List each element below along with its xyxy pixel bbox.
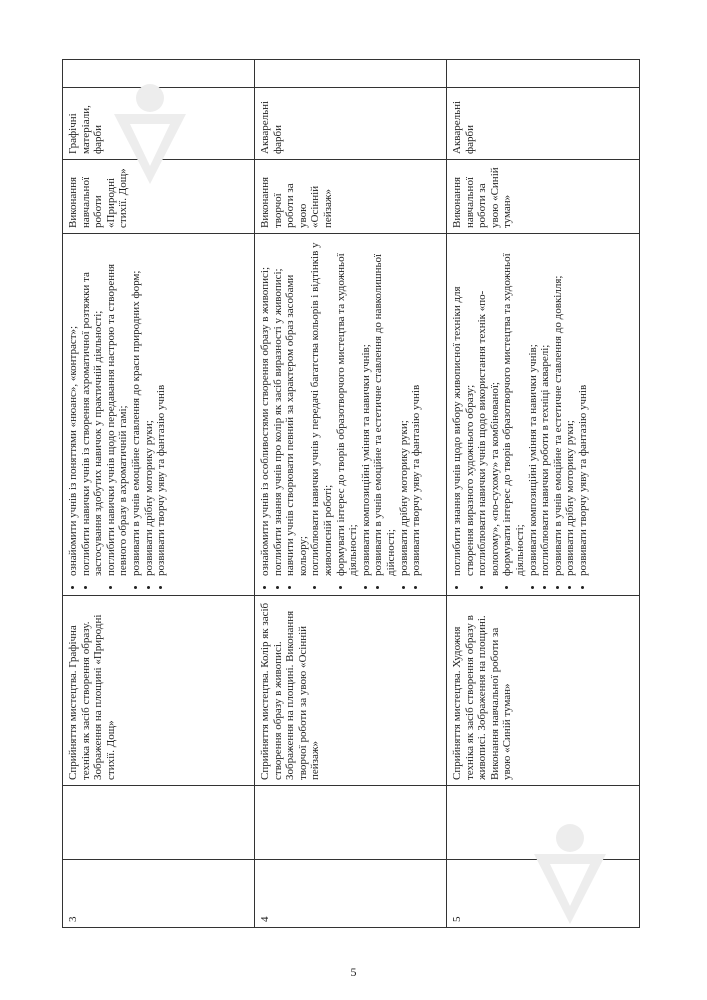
materials: Акварельні фарби xyxy=(255,88,447,160)
practical-work: Виконання навчальної роботи «Природні стихії. Дощ» xyxy=(63,160,255,234)
goal-item: • поглиблювати навички учнів щодо використання технік «по-вологому», «по-сухому» та комбінованої; xyxy=(476,239,501,576)
goals-list xyxy=(451,239,590,590)
lesson-goals xyxy=(255,234,447,596)
empty-cell xyxy=(447,60,640,88)
practical-work: Виконання навчальної роботи за увою «Синій туман» xyxy=(447,160,640,234)
materials: Графічні матеріали, фарби xyxy=(63,88,255,160)
goal-item: • формувати інтерес до творів образотворчого мистецтва та художньої діяльності; xyxy=(335,239,360,576)
rotated-lesson-table xyxy=(62,60,639,928)
lesson-row xyxy=(255,60,447,928)
lesson-topic: Сприйняття мистецтва. Колір як засіб створення образу в живописі. Зображення на площині. Виконання творчої роботи за увою «Осінній пейзаж» xyxy=(255,596,447,786)
goal-item: • розвивати в учнів емоційне ставлення до краси природних форм; xyxy=(130,239,143,576)
goal-item: • розвивати в учнів емоційне та естетичне ставлення до довкілля; xyxy=(552,239,565,576)
practical-work: Виконання творчої роботи за увою «Осінній пейзаж» xyxy=(255,160,447,234)
materials: Акварельні фарби xyxy=(447,88,640,160)
goal-item: • поглибити знання учнів про колір як засіб виразності у живописі; xyxy=(272,239,285,576)
goal-item: • розвивати творчу уяву та фантазію учнів xyxy=(410,239,423,576)
page-number: 5 xyxy=(350,965,357,979)
lesson-number: 3 xyxy=(63,860,255,928)
goal-item: • формувати інтерес до творів образотворчого мистецтва та художньої діяльності; xyxy=(501,239,526,576)
goal-item: • поглибити навички учнів щодо передавання настрою та створення певного образу в ахроматичній гамі; xyxy=(105,239,130,576)
goals-list xyxy=(259,239,423,590)
goal-item: • ознайомити учнів із особливостями створення образу в живописі; xyxy=(259,239,272,576)
goal-item: • розвивати дрібну моторику руки; xyxy=(564,239,577,576)
goal-item: • розвивати композиційні уміння та навички учнів; xyxy=(527,239,540,576)
lesson-row xyxy=(447,60,640,928)
goal-item: • розвивати дрібну моторику руки; xyxy=(143,239,156,576)
goal-item: • поглибити знання учнів щодо вибору живописної техніки для створення виразного художнього образу; xyxy=(451,239,476,576)
lesson-number: 4 xyxy=(255,860,447,928)
lesson-goals xyxy=(63,234,255,596)
lesson-number: 5 xyxy=(447,860,640,928)
goal-item: • розвивати творчу уяву та фантазію учнів xyxy=(577,239,590,576)
goals-list xyxy=(67,239,168,590)
empty-cell xyxy=(255,60,447,88)
goal-item: • ознайомити учнів із поняттями «нюанс», «контраст»; xyxy=(67,239,80,576)
watermark-logo-icon xyxy=(110,80,190,190)
goal-item: • поглиблювати навички роботи в техніці акварелі; xyxy=(539,239,552,576)
empty-cell xyxy=(63,786,255,860)
watermark-logo-icon xyxy=(530,820,610,930)
lesson-goals xyxy=(447,234,640,596)
empty-cell xyxy=(255,786,447,860)
lesson-topic: Сприйняття мистецтва. Художня техніка як засіб створення образу в живописі. Зображення на площині. Виконання навчальної роботи за увою «Синій туман» xyxy=(447,596,640,786)
goal-item: • розвивати в учнів емоційне та естетичне ставлення до навколишньої дійсності; xyxy=(372,239,397,576)
goal-item: • поглибити навички учнів із створення ахроматичної розтяжки та застосування здобутих навичок у практичній діяльності; xyxy=(80,239,105,576)
goal-item: • навчити учнів створювати певний за характером образ засобами кольору; xyxy=(284,239,309,576)
lesson-topic: Сприйняття мистецтва. Графічна техніка як засіб створення образу. Зображення на площині «Природні стихії. Дощ» xyxy=(63,596,255,786)
goal-item: • розвивати композиційні уміння та навички учнів; xyxy=(360,239,373,576)
goal-item: • поглиблювати навички учнів у передачі багатства кольорів і відтінків у живописній роботі; xyxy=(309,239,334,576)
goal-item: • розвивати творчу уяву та фантазію учнів xyxy=(155,239,168,576)
goal-item: • розвивати дрібну моторику руки; xyxy=(398,239,411,576)
